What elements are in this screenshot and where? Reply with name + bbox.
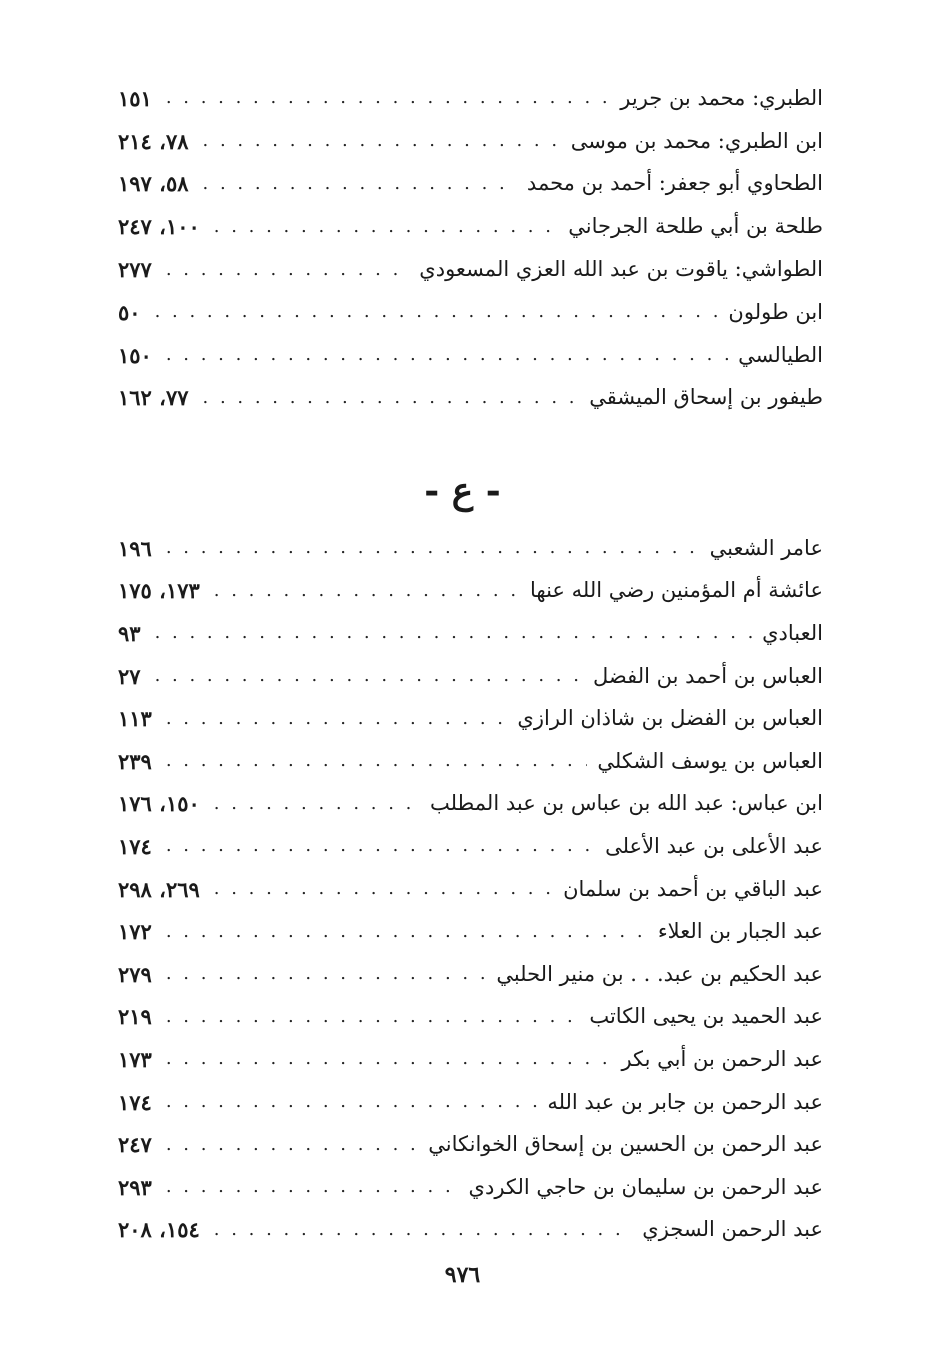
index-entry [118, 377, 823, 420]
index-entry [118, 1166, 823, 1209]
entry-pages: ١٧٢ [118, 919, 152, 945]
dot-leader [162, 1008, 580, 1026]
entry-pages: ١٥١ [118, 85, 152, 111]
entry-pages: ١٥٠، ١٧٦ [118, 791, 200, 817]
dot-leader [162, 923, 648, 941]
entry-name: ابن عباس: عبد الله بن عباس بن عبد المطلب [429, 791, 823, 816]
dot-leader [162, 1136, 418, 1154]
entry-name: العبادي [762, 620, 823, 645]
entry-name: عبد الرحمن السجزي [642, 1217, 823, 1242]
entry-name: عبد الباقي بن أحمد بن سلمان [563, 876, 823, 901]
index-entry [118, 740, 823, 783]
dot-leader [199, 132, 561, 150]
dot-leader [199, 175, 517, 193]
entry-pages: ١٠٠، ٢٤٧ [118, 214, 200, 240]
entry-name: الطواشي: ياقوت بن عبد الله العزي المسعودي [419, 257, 823, 282]
index-entry [118, 77, 823, 120]
entry-name: عبد الرحمن بن الحسين بن إسحاق الخوانكاني [428, 1132, 823, 1157]
dot-leader [162, 89, 610, 107]
entry-name: الطبري: محمد بن جرير [620, 85, 823, 110]
entry-name: العباس بن يوسف الشكلي [597, 748, 823, 773]
entry-name: العباس بن الفضل بن شاذان الرازي [517, 706, 823, 731]
entry-name: عبد الجبار بن العلاء [657, 919, 823, 944]
entry-name: عبد الحكيم بن عبد. . . بن منير الحلبي [496, 961, 823, 986]
dot-leader [210, 880, 553, 898]
entry-pages: ٧٨، ٢١٤ [118, 128, 189, 154]
index-entry [118, 163, 823, 206]
dot-leader [162, 837, 595, 855]
dot-leader [162, 710, 508, 728]
entry-pages: ١٧٣، ١٧٥ [118, 578, 200, 604]
index-entry [118, 868, 823, 911]
dot-leader [162, 752, 588, 770]
dot-leader [151, 624, 753, 642]
entry-pages: ١٧٤ [118, 833, 152, 859]
entry-pages: ٢٦٩، ٢٩٨ [118, 876, 200, 902]
entry-pages: ٢٧ [118, 663, 141, 689]
index-section-taa [118, 77, 823, 419]
entry-pages: ١٧٤ [118, 1089, 152, 1115]
index-entry [118, 612, 823, 655]
entry-name: عبد الحميد بن يحيى الكاتب [589, 1004, 823, 1029]
entry-name: طلحة بن أبي طلحة الجرجاني [568, 214, 823, 239]
index-entry [118, 953, 823, 996]
entry-pages: ٢٣٩ [118, 748, 152, 774]
index-entry [118, 248, 823, 291]
letter-heading: - ع - [424, 470, 501, 512]
index-entry [118, 697, 823, 740]
dot-leader [162, 539, 700, 557]
index-entry [118, 291, 823, 334]
index-entry [118, 655, 823, 698]
entry-name: ابن الطبري: محمد بن موسى [570, 128, 823, 153]
entry-pages: ٢٧٩ [118, 961, 152, 987]
entry-pages: ١١٣ [118, 706, 152, 732]
entry-name: عامر الشعبي [709, 535, 823, 560]
dot-leader [162, 346, 728, 364]
dot-leader [199, 389, 580, 407]
entry-name: العباس بن أحمد بن الفضل [592, 663, 823, 688]
entry-pages: ٢٤٧ [118, 1132, 152, 1158]
entry-pages: ٩٣ [118, 620, 141, 646]
entry-pages: ١٩٦ [118, 535, 152, 561]
index-section-ain [118, 527, 823, 1251]
entry-pages: ٧٧، ١٦٢ [118, 385, 189, 411]
dot-leader [162, 1178, 459, 1196]
entry-name: عبد الرحمن بن سليمان بن حاجي الكردي [468, 1174, 823, 1199]
entry-pages: ٥٨، ١٩٧ [118, 171, 189, 197]
entry-name: طيفور بن إسحاق الميشقي [589, 385, 823, 410]
index-entry [118, 783, 823, 826]
entry-pages: ٢٩٣ [118, 1174, 152, 1200]
dot-leader [162, 1050, 612, 1068]
index-entry [118, 1038, 823, 1081]
dot-leader [162, 965, 486, 983]
index-entry [118, 120, 823, 163]
index-entry [118, 1209, 823, 1252]
page-number: ٩٧٦ [444, 1262, 481, 1288]
index-entry [118, 570, 823, 613]
entry-pages: ١٥٤، ٢٠٨ [118, 1217, 200, 1243]
entry-pages: ١٧٣ [118, 1046, 152, 1072]
index-entry [118, 1123, 823, 1166]
entry-name: عائشة أم المؤمنين رضي الله عنها [530, 578, 823, 603]
entry-name: الطحاوي أبو جعفر: أحمد بن محمد [526, 171, 823, 196]
index-entry [118, 910, 823, 953]
entry-pages: ٢٧٧ [118, 257, 152, 283]
dot-leader [210, 795, 420, 813]
dot-leader [151, 667, 583, 685]
entry-pages: ١٥٠ [118, 342, 152, 368]
dot-leader [162, 1093, 537, 1111]
dot-leader [162, 261, 409, 279]
dot-leader [210, 1221, 633, 1239]
index-entry [118, 996, 823, 1039]
entry-name: الطيالسي [738, 342, 823, 367]
entry-pages: ٢١٩ [118, 1004, 152, 1030]
dot-leader [210, 582, 520, 600]
entry-name: عبد الأعلى بن عبد الأعلى [605, 833, 823, 858]
entry-name: عبد الرحمن بن أبي بكر [621, 1046, 823, 1071]
dot-leader [151, 303, 719, 321]
dot-leader [210, 218, 558, 236]
index-entry [118, 334, 823, 377]
index-entry [118, 527, 823, 570]
entry-name: عبد الرحمن بن جابر بن عبد الله [547, 1089, 823, 1114]
entry-pages: ٥٠ [118, 299, 141, 325]
index-entry [118, 205, 823, 248]
entry-name: ابن طولون [728, 299, 823, 324]
index-entry [118, 1081, 823, 1124]
index-entry [118, 825, 823, 868]
